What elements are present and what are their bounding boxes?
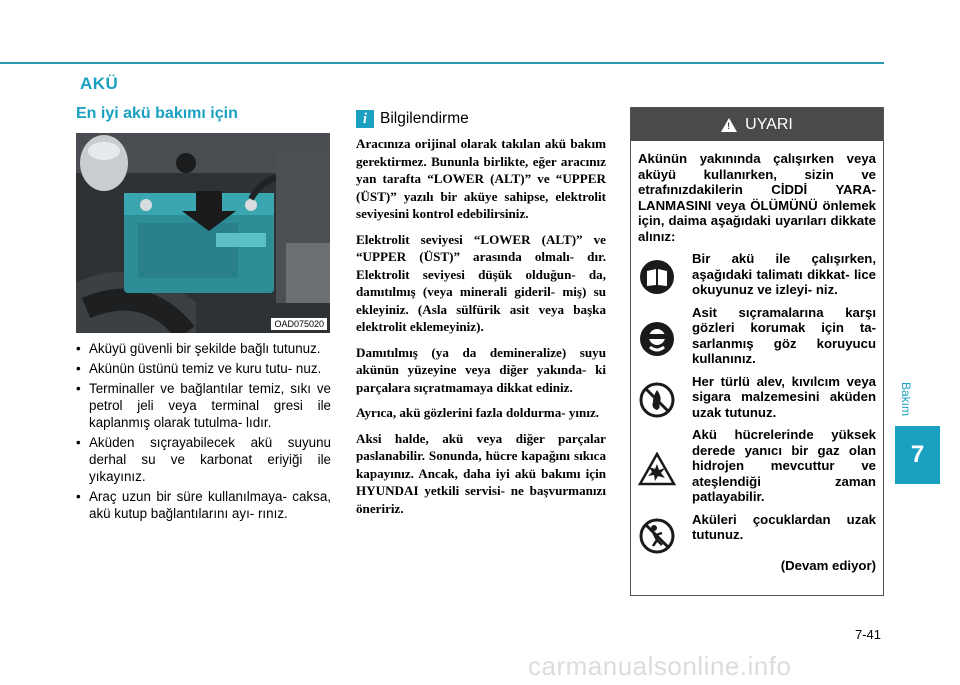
watermark: carmanualsonline.info bbox=[528, 651, 792, 681]
continued-label: (Devam ediyor) bbox=[780, 557, 876, 573]
manual-book-icon bbox=[638, 257, 676, 298]
subsection-title: En iyi akü bakımı için bbox=[76, 105, 238, 122]
photo-code: OAD075020 bbox=[271, 318, 327, 330]
warning-item bbox=[638, 427, 876, 505]
list-item: • Terminaller ve bağlantılar temiz, sıkı ve petrol jeli veya terminal gresi ile kaplanmış olarak tutulma- lıdır. bbox=[76, 380, 331, 431]
info-paragraph: Aksi halde, akü veya diğer parçalar paslanabilir. Sonunda, hücre kapağını sıkıca kapayınız. Ancak, daha iyi akü bakımı için HYUNDAI yetkili servisi- ne başvurmanızı öneririz. bbox=[356, 430, 606, 516]
warning-item bbox=[638, 512, 876, 554]
no-flame-icon bbox=[638, 380, 676, 421]
care-tips-list bbox=[76, 340, 331, 525]
warning-item-text: Akü hücrelerinde yüksek derede yanıcı bir gaz olan hidrojen mevcuttur ve ateşlendiği zaman patlayabilir. bbox=[692, 427, 876, 504]
warning-title: UYARI bbox=[745, 115, 793, 133]
list-item: • Akünün üstünü temiz ve kuru tutu- nuz. bbox=[76, 360, 331, 377]
info-paragraph: Elektrolit seviyesi “LOWER (ALT)” ve “UPPER (ÜST)” arasında olmalı- dır. Elektrolit seviyesi düşük olduğun- da, damıtılmış (veya minerali gideril- miş) su ekleyiniz. (Asla sülfürik asit veya başka elektrolit eklemeyiniz). bbox=[356, 231, 606, 334]
list-item: • Aküden sıçrayabilecek akü suyunu derhal su ve karbonat eriyiği ile yıkayınız. bbox=[76, 434, 331, 485]
warning-item bbox=[638, 251, 876, 298]
page-number: 7-41 bbox=[855, 627, 882, 642]
warning-item-text: Aküleri çocuklardan uzak tutunuz. bbox=[692, 511, 876, 542]
info-paragraph: Aracınıza orijinal olarak takılan akü bakım gerektirmez. Bununla birlikte, eğer aracınız yan tarafta “LOWER (ALT)” ve “UPPER (ÜST)” yazılı bir aküye sahipse, elektrolit seviyesini kontrol edebilirsiniz. bbox=[356, 136, 606, 221]
warning-intro: Akünün yakınında çalışırken veya aküyü kullanırken, sizin ve etrafınızdakilerin CİDDİ YARA- LANMASINI veya ÖLÜMÜNÜ önlemek için, daima aşağıdaki uyarıları dikkate alınız: bbox=[638, 151, 876, 244]
list-item: • Aküyü güvenli bir şekilde bağlı tutunuz. bbox=[76, 340, 331, 357]
warning-box bbox=[630, 107, 884, 596]
info-icon: i bbox=[356, 110, 374, 128]
warning-item-text: Asit sıçramalarına karşı gözleri korumak için ta- sarlanmış göz koruyucu kullanınız. bbox=[692, 304, 876, 366]
chapter-tab-label: Bakım bbox=[899, 382, 913, 417]
warning-item bbox=[638, 305, 876, 367]
info-heading bbox=[356, 110, 469, 128]
info-paragraph: Damıtılmış (ya da demineralize) suyu akünün yüzeyine veya diğer yakında- ki parçalara sıçratmamaya dikkat ediniz. bbox=[356, 344, 606, 395]
engine-battery-photo bbox=[76, 133, 330, 333]
section-title: AKÜ bbox=[80, 74, 119, 93]
explosion-icon bbox=[638, 433, 676, 505]
warning-item bbox=[638, 374, 876, 421]
keep-away-children-icon bbox=[638, 518, 676, 554]
warning-item-text: Her türlü alev, kıvılcım veya sigara malzemesini aküden uzak tutunuz. bbox=[692, 373, 876, 420]
chapter-tab-number: 7 bbox=[895, 426, 940, 484]
info-paragraph: Ayrıca, akü gözlerini fazla doldurma- yınız. bbox=[356, 405, 600, 420]
warning-triangle-icon: ! bbox=[721, 118, 737, 132]
warning-header bbox=[631, 108, 883, 141]
info-body bbox=[356, 135, 606, 525]
info-title: Bilgilendirme bbox=[380, 110, 469, 127]
list-item: • Araç uzun bir süre kullanılmaya- caksa, akü kutup bağlantılarını ayı- rınız. bbox=[76, 488, 331, 522]
header-rule bbox=[0, 62, 884, 64]
warning-item-text: Bir akü ile çalışırken, aşağıdaki talimatı dikkat- lice okuyunuz ve izleyi- niz. bbox=[692, 251, 876, 297]
eye-protection-icon bbox=[638, 311, 676, 367]
